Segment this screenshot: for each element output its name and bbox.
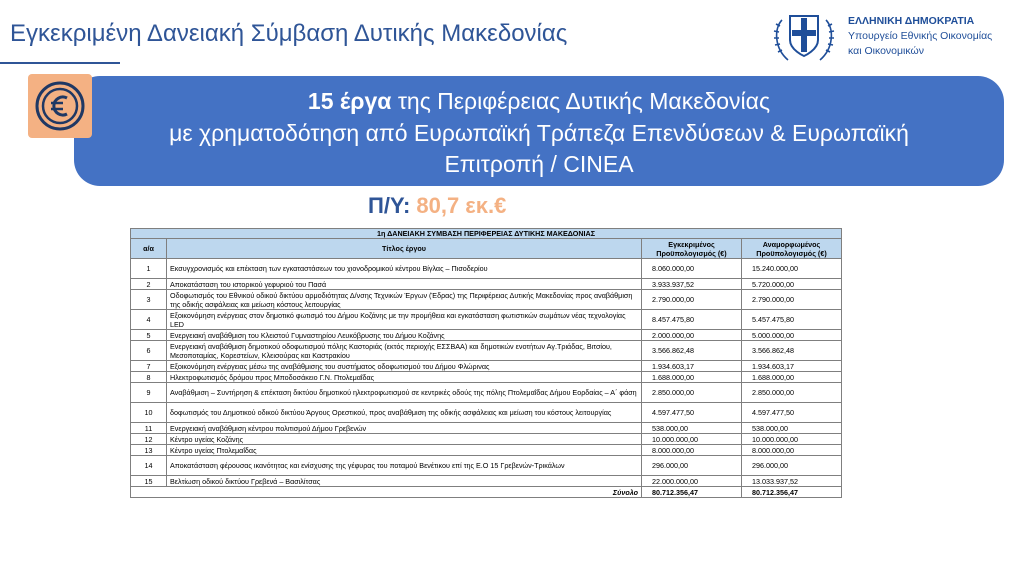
- ministry-line-2: Υπουργείο Εθνικής Οικονομίας: [848, 30, 993, 42]
- row-number: 9: [131, 383, 167, 403]
- column-header-title: Τίτλος έργου: [167, 239, 642, 259]
- row-number: 15: [131, 476, 167, 487]
- row-approved: 2.850.000,00: [642, 383, 742, 403]
- row-approved: 8.457.475,80: [642, 310, 742, 330]
- row-revised: 2.790.000,00: [742, 290, 842, 310]
- table-row: [131, 259, 842, 279]
- row-revised: 5.000.000,00: [742, 330, 842, 341]
- row-approved: 4.597.477,50: [642, 403, 742, 423]
- table-row: [131, 310, 842, 330]
- banner-line-1-rest: της Περιφέρειας Δυτικής Μακεδονίας: [391, 88, 771, 114]
- row-revised: 15.240.000,00: [742, 259, 842, 279]
- banner-bold-count: 15 έργα: [307, 88, 392, 114]
- row-title: Ενεργειακή αναβάθμιση δημοτικού οδοφωτισμού πόλης Καστοριάς (εκτός περιοχής ΕΣΣΒΑΑ) και δημοτικών ενοτήτων Αγ.Τριάδας, Βιτσίου, Μεσοποταμίας, Κορεστείων, Κλεισούρας και Καστρακίου: [167, 341, 642, 361]
- row-number: 3: [131, 290, 167, 310]
- row-title: Εκσυγχρονισμός και επέκταση των εγκαταστάσεων του χιονοδρομικού κέντρου Βίγλας – Πισοδερίου: [167, 259, 642, 279]
- row-approved: 10.000.000,00: [642, 434, 742, 445]
- banner-line-2: με χρηματοδότηση από Ευρωπαϊκή Τράπεζα Επενδύσεων & Ευρωπαϊκή: [169, 120, 909, 146]
- row-approved: 2.000.000,00: [642, 330, 742, 341]
- row-approved: 8.000.000,00: [642, 445, 742, 456]
- banner-line-3: Επιτροπή / CINEA: [444, 151, 634, 177]
- table-row: [131, 383, 842, 403]
- row-revised: 13.033.937,52: [742, 476, 842, 487]
- greek-emblem-icon: [768, 10, 840, 66]
- euro-coin-icon: [28, 74, 92, 138]
- ministry-line-3: και Οικονομικών: [848, 45, 924, 57]
- column-header-no: α/α: [131, 239, 167, 259]
- projects-banner: [74, 76, 1004, 186]
- row-revised: 3.566.862,48: [742, 341, 842, 361]
- row-number: 6: [131, 341, 167, 361]
- row-title: Ενεργειακή αναβάθμιση του Κλειστού Γυμναστηρίου Λευκόβρυσης του Δήμου Κοζάνης: [167, 330, 642, 341]
- row-title: Κέντρο υγείας Κοζάνης: [167, 434, 642, 445]
- total-revised: 80.712.356,47: [742, 487, 842, 498]
- table-caption: 1η ΔΑΝΕΙΑΚΗ ΣΥΜΒΑΣΗ ΠΕΡΙΦΕΡΕΙΑΣ ΔΥΤΙΚΗΣ ΜΑΚΕΔΟΝΙΑΣ: [131, 229, 842, 239]
- row-title: Αποκατάσταση του ιστορικού γεφυριού του Πασά: [167, 279, 642, 290]
- row-number: 8: [131, 372, 167, 383]
- table-row: [131, 361, 842, 372]
- row-number: 10: [131, 403, 167, 423]
- row-number: 13: [131, 445, 167, 456]
- row-number: 7: [131, 361, 167, 372]
- row-title: Ενεργειακή αναβάθμιση κέντρου πολιτισμού Δήμου Γρεβενών: [167, 423, 642, 434]
- row-revised: 1.688.000,00: [742, 372, 842, 383]
- budget-summary: [368, 193, 506, 219]
- row-number: 2: [131, 279, 167, 290]
- table-row: [131, 279, 842, 290]
- row-revised: 538.000,00: [742, 423, 842, 434]
- row-revised: 4.597.477,50: [742, 403, 842, 423]
- row-approved: 22.000.000,00: [642, 476, 742, 487]
- banner-line-1: [74, 88, 1004, 115]
- page-title: Εγκεκριμένη Δανειακή Σύμβαση Δυτικής Μακεδονίας: [10, 20, 568, 47]
- column-header-approved: Εγκεκριμένος Προϋπολογισμός (€): [642, 239, 742, 259]
- table-row: [131, 476, 842, 487]
- table-row: [131, 445, 842, 456]
- row-approved: 538.000,00: [642, 423, 742, 434]
- row-number: 11: [131, 423, 167, 434]
- row-title: Αναβάθμιση – Συντήρηση & επέκταση δικτύου δημοτικού ηλεκτροφωτισμού σε κεντρικές οδούς της πόλης Πτολεμαΐδας Δήμου Εορδαίας – Α΄ φάση: [167, 383, 642, 403]
- table-row: [131, 456, 842, 476]
- table-row: [131, 372, 842, 383]
- budget-label: Π/Υ:: [368, 193, 411, 218]
- row-title: Εξοικονόμηση ενέργειας στον δημοτικό φωτισμό του Δήμου Κοζάνης με την προμήθεια και εγκατάσταση φωτιστικών σωμάτων νέας τεχνολογίας LED: [167, 310, 642, 330]
- budget-value: 80,7 εκ.€: [416, 193, 507, 218]
- row-revised: 5.457.475,80: [742, 310, 842, 330]
- total-approved: 80.712.356,47: [642, 487, 742, 498]
- row-revised: 10.000.000,00: [742, 434, 842, 445]
- row-title: Αποκατάσταση φέρουσας ικανότητας και ενίσχυσης της γέφυρας του ποταμού Βενέτικου επί της Ε.Ο 15 Γρεβενών-Τρικάλων: [167, 456, 642, 476]
- row-revised: 1.934.603,17: [742, 361, 842, 372]
- row-number: 4: [131, 310, 167, 330]
- row-approved: 1.934.603,17: [642, 361, 742, 372]
- table-row: [131, 290, 842, 310]
- row-title: Εξοικονόμηση ενέργειας μέσω της αναβάθμισης του συστήματος οδοφωτισμού του Δήμου Φλώρινας: [167, 361, 642, 372]
- row-approved: 2.790.000,00: [642, 290, 742, 310]
- row-approved: 8.060.000,00: [642, 259, 742, 279]
- ministry-label: [848, 14, 992, 59]
- row-number: 12: [131, 434, 167, 445]
- row-approved: 296.000,00: [642, 456, 742, 476]
- row-number: 1: [131, 259, 167, 279]
- row-revised: 2.850.000,00: [742, 383, 842, 403]
- row-approved: 3.933.937,52: [642, 279, 742, 290]
- row-number: 14: [131, 456, 167, 476]
- row-revised: 8.000.000,00: [742, 445, 842, 456]
- row-title: Οδοφωτισμός του Εθνικού οδικού δικτύου αρμοδιότητας Δ/νσης Τεχνικών Έργων (Έδρας) της Περιφέρειας Δυτικής Μακεδονίας προς αναβάθμιση της οδικής ασφάλειας και μείωση κόστους λειτουργίας: [167, 290, 642, 310]
- row-approved: 3.566.862,48: [642, 341, 742, 361]
- table-row: [131, 423, 842, 434]
- row-title: Κέντρο υγείας Πτολεμαΐδας: [167, 445, 642, 456]
- row-title: δοφωτισμός του Δημοτικού οδικού δικτύου Άργους Ορεστικού, προς αναβάθμιση της οδικής ασφάλειας και μείωση του κόστους λειτουργίας: [167, 403, 642, 423]
- table-total-row: [131, 487, 842, 498]
- total-label: Σύνολο: [131, 487, 642, 498]
- table-row: [131, 403, 842, 423]
- title-underline: [0, 62, 120, 64]
- row-approved: 1.688.000,00: [642, 372, 742, 383]
- row-revised: 296.000,00: [742, 456, 842, 476]
- table-row: [131, 434, 842, 445]
- euro-badge: [28, 74, 92, 138]
- table-row: [131, 330, 842, 341]
- ministry-line-1: ΕΛΛΗΝΙΚΗ ΔΗΜΟΚΡΑΤΙΑ: [848, 15, 975, 27]
- row-title: Βελτίωση οδικού δικτύου Γρεβενά – Βασιλίτσας: [167, 476, 642, 487]
- projects-table: [130, 228, 842, 498]
- row-revised: 5.720.000,00: [742, 279, 842, 290]
- row-title: Ηλεκτροφωτισμός δρόμου προς Μποδοσάκειο Γ.Ν. Πτολεμαΐδας: [167, 372, 642, 383]
- row-number: 5: [131, 330, 167, 341]
- column-header-revised: Αναμορφωμένος Προϋπολογισμός (€): [742, 239, 842, 259]
- table-row: [131, 341, 842, 361]
